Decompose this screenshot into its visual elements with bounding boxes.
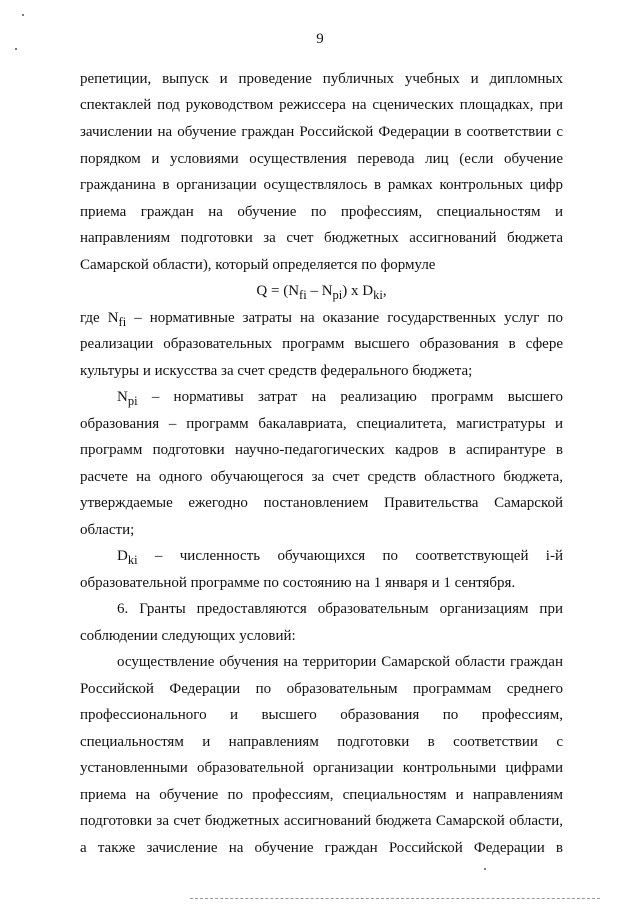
text-line: подготовки за счет бюджетных ассигнований бюджета Самарской области, [80, 813, 563, 829]
scan-edge-line [190, 898, 600, 899]
text-line: 6. Гранты предоставляются образовательным организациям при [117, 601, 563, 617]
text-line: расчете на одного обучающегося за счет средств областного бюджета, [80, 469, 563, 485]
text-line: программ подготовки научно-педагогических кадров в аспирантуре в [80, 442, 563, 458]
text-line: зачислении на обучение граждан Российской Федерации в соответствии с [80, 124, 563, 140]
text-line: порядком и условиями осуществления перевода лиц (если обучение [80, 151, 563, 167]
text-line: $D_{ki}$ – численность обучающихся по соответствующей i-й [117, 548, 563, 567]
text-line: приема на обучение по профессиям, специальностям и направлениям [80, 787, 563, 803]
text-line: реализации образовательных программ высшего образования в сфере [80, 336, 563, 352]
text-line: репетиции, выпуск и проведение публичных учебных и дипломных [80, 71, 563, 87]
text-line: Российской Федерации по образовательным программам среднего [80, 681, 563, 697]
text-line: соблюдении следующих условий: [80, 628, 296, 644]
text-line: где $N_{fi}$ – нормативные затраты на оказание государственных услуг по [80, 310, 563, 329]
text-line: спектаклей под руководством режиссера на сценических площадках, при [80, 97, 563, 113]
text-line: приема граждан на обучение по профессиям, специальностям и [80, 204, 563, 220]
text-line: культуры и искусства за счет средств федерального бюджета; [80, 363, 473, 379]
scan-speck [22, 14, 24, 16]
text-line: области; [80, 522, 135, 538]
text-line: установленными образовательной организации контрольными цифрами [80, 760, 563, 776]
scan-speck [15, 48, 17, 50]
text-line: $Q = (N_{fi} - N_{pi})$ x $D_{ki}$, [256, 283, 387, 302]
page-number: 9 [316, 31, 324, 47]
text-line: а также зачисление на обучение граждан Российской Федерации в [80, 840, 563, 856]
text-line: гражданина в организации осуществлялось в рамках контрольных цифр [80, 177, 563, 193]
text-line: утверждаемые ежегодно постановлением Правительства Самарской [80, 495, 563, 511]
scan-speck [484, 868, 486, 870]
text-line: профессионального и высшего образования по профессиям, [80, 707, 563, 723]
text-line: направлениям подготовки за счет бюджетных ассигнований бюджета [80, 230, 563, 246]
text-line: образования – программ бакалавриата, специалитета, магистратуры и [80, 416, 563, 432]
text-line: Самарской области), который определяется по формуле [80, 257, 436, 273]
text-line: образовательной программе по состоянию на 1 января и 1 сентября. [80, 575, 516, 591]
text-line: специальностям и направлениям подготовки в соответствии с [80, 734, 563, 750]
text-line: осуществление обучения на территории Самарской области граждан [117, 654, 563, 670]
text-line: $N_{pi}$ – нормативы затрат на реализацию программ высшего [117, 389, 563, 408]
